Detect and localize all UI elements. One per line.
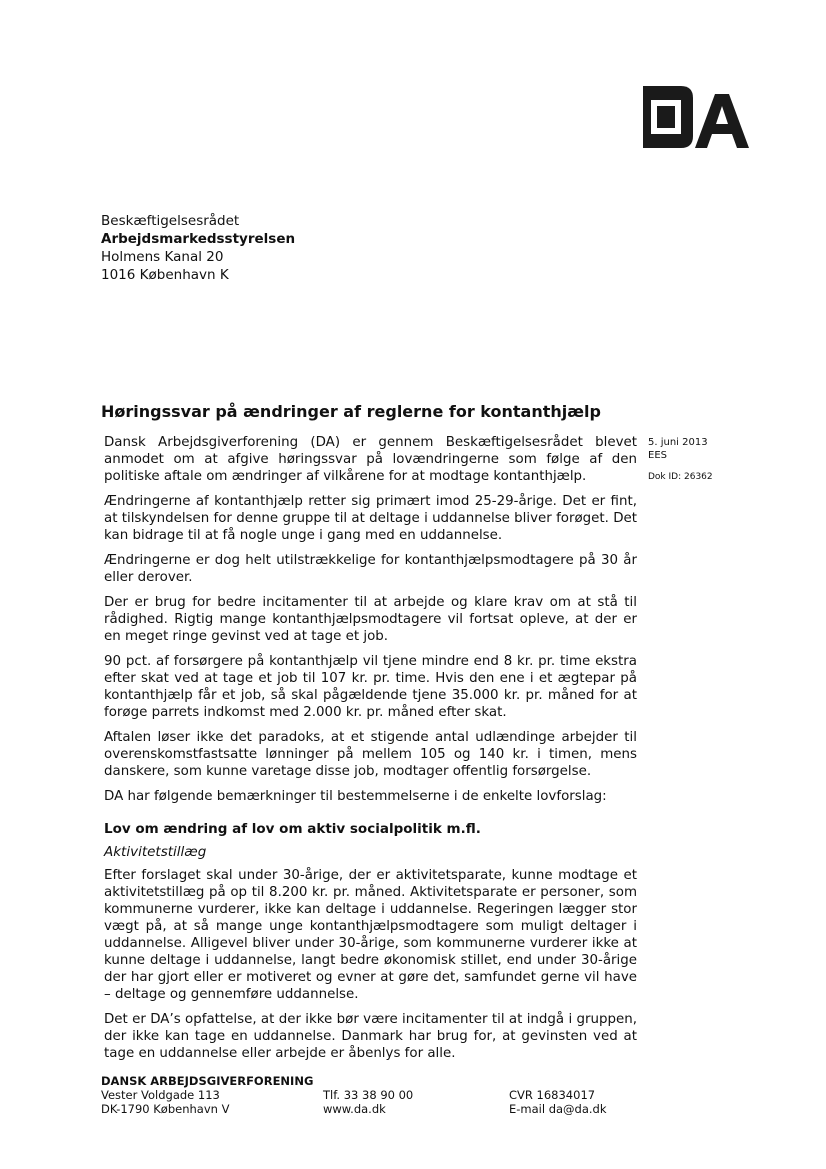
footer-address-1: Vester Voldgade 113	[101, 1088, 220, 1102]
paragraph: DA har følgende bemærkninger til bestemmelserne i de enkelte lovforslag:	[104, 789, 607, 804]
section-paragraph: Det er DA’s opfattelse, at der ikke bør være incitamenter til at indgå i gruppen, der ikke kan tage en uddannelse. Danmark har brug for, at gevinsten ved at tage en uddannelse eller arbejde er åbenlys for alle.	[104, 1012, 637, 1061]
recipient-line-3: Holmens Kanal 20	[101, 249, 224, 265]
meta-date: 5. juni 2013	[648, 437, 708, 448]
paragraph: Ændringerne af kontanthjælp retter sig primært imod 25-29-årige. Det er fint, at tilskyndelsen for denne gruppe til at deltage i uddannelse bliver forøget. Det kan bidrage til at få nogle unge i gang med en uddannelse.	[104, 494, 637, 543]
footer-address-2: DK-1790 København V	[101, 1102, 230, 1116]
footer-email-link[interactable]: E-mail da@da.dk	[509, 1102, 607, 1116]
footer-phone: Tlf. 33 38 90 00	[323, 1088, 414, 1102]
footer	[101, 1074, 701, 1116]
document-meta	[648, 436, 768, 484]
document-title: Høringssvar på ændringer af reglerne for kontanthjælp	[101, 402, 601, 421]
recipient-line-1: Beskæftigelsesrådet	[101, 213, 240, 229]
footer-org-name: DANSK ARBEJDSGIVERFORENING	[101, 1074, 314, 1088]
paragraph: Der er brug for bedre incitamenter til at arbejde og klare krav om at stå til rådighed. Rigtig mange kontanthjælpsmodtagere vil fortsat opleve, at der er en meget ringe gevinst ved at tage et job.	[104, 595, 637, 644]
section-subheading: Aktivitetstillæg	[104, 844, 207, 860]
meta-initials: EES	[648, 450, 667, 461]
recipient-address	[101, 212, 295, 284]
paragraph: 90 pct. af forsørgere på kontanthjælp vil tjene mindre end 8 kr. pr. time ekstra efter skat ved at tage et job til 107 kr. pr. time. Hvis den ene i et ægtepar på kontanthjælp får et job, så skal pågældende tjene 35.000 kr. pr. måned for at forøge parrets indkomst med 2.000 kr. pr. måned efter skat.	[104, 654, 637, 720]
footer-web-link[interactable]: www.da.dk	[323, 1102, 386, 1116]
paragraph: Aftalen løser ikke det paradoks, at et stigende antal udlændinge arbejder til overenskomstfastsatte lønninger på mellem 105 og 140 kr. i timen, mens danskere, som kunne varetage disse job, modtager offentlig forsørgelse.	[104, 730, 637, 779]
meta-doc-id: Dok ID: 26362	[648, 472, 713, 482]
da-logo	[643, 86, 751, 148]
footer-cvr: CVR 16834017	[509, 1088, 596, 1102]
recipient-line-4: 1016 København K	[101, 267, 229, 283]
paragraph: Dansk Arbejdsgiverforening (DA) er gennem Beskæftigelsesrådet blevet anmodet om at afgive høringssvar på lovændringerne som følge af den politiske aftale om ændringer af vilkårene for at modtage kontanthjælp.	[104, 435, 637, 484]
letter-body	[104, 434, 637, 1070]
paragraph: Ændringerne er dog helt utilstrækkelige for kontanthjælpsmodtagere på 30 år eller derover.	[104, 553, 637, 585]
section-heading: Lov om ændring af lov om aktiv socialpolitik m.fl.	[104, 821, 481, 837]
recipient-line-2: Arbejdsmarkedsstyrelsen	[101, 231, 296, 247]
section-paragraph: Efter forslaget skal under 30-årige, der er aktivitetsparate, kunne modtage et aktivitetstillæg på op til 8.200 kr. pr. måned. Aktivitetsparate er personer, som kommunerne vurderer, ikke kan deltage i uddannelse. Regeringen lægger stor vægt på, at så mange unge kontanthjælpsmodtagere som muligt deltager i uddannelse. Alligevel bliver under 30-årige, som kommunerne vurderer ikke at kunne deltage i uddannelse, langt bedre økonomisk stillet, end under 30-årige der har gjort eller er motiveret og evner at gøre det, samfundet gerne vil have – deltage og gennemføre uddannelse.	[104, 868, 637, 1002]
